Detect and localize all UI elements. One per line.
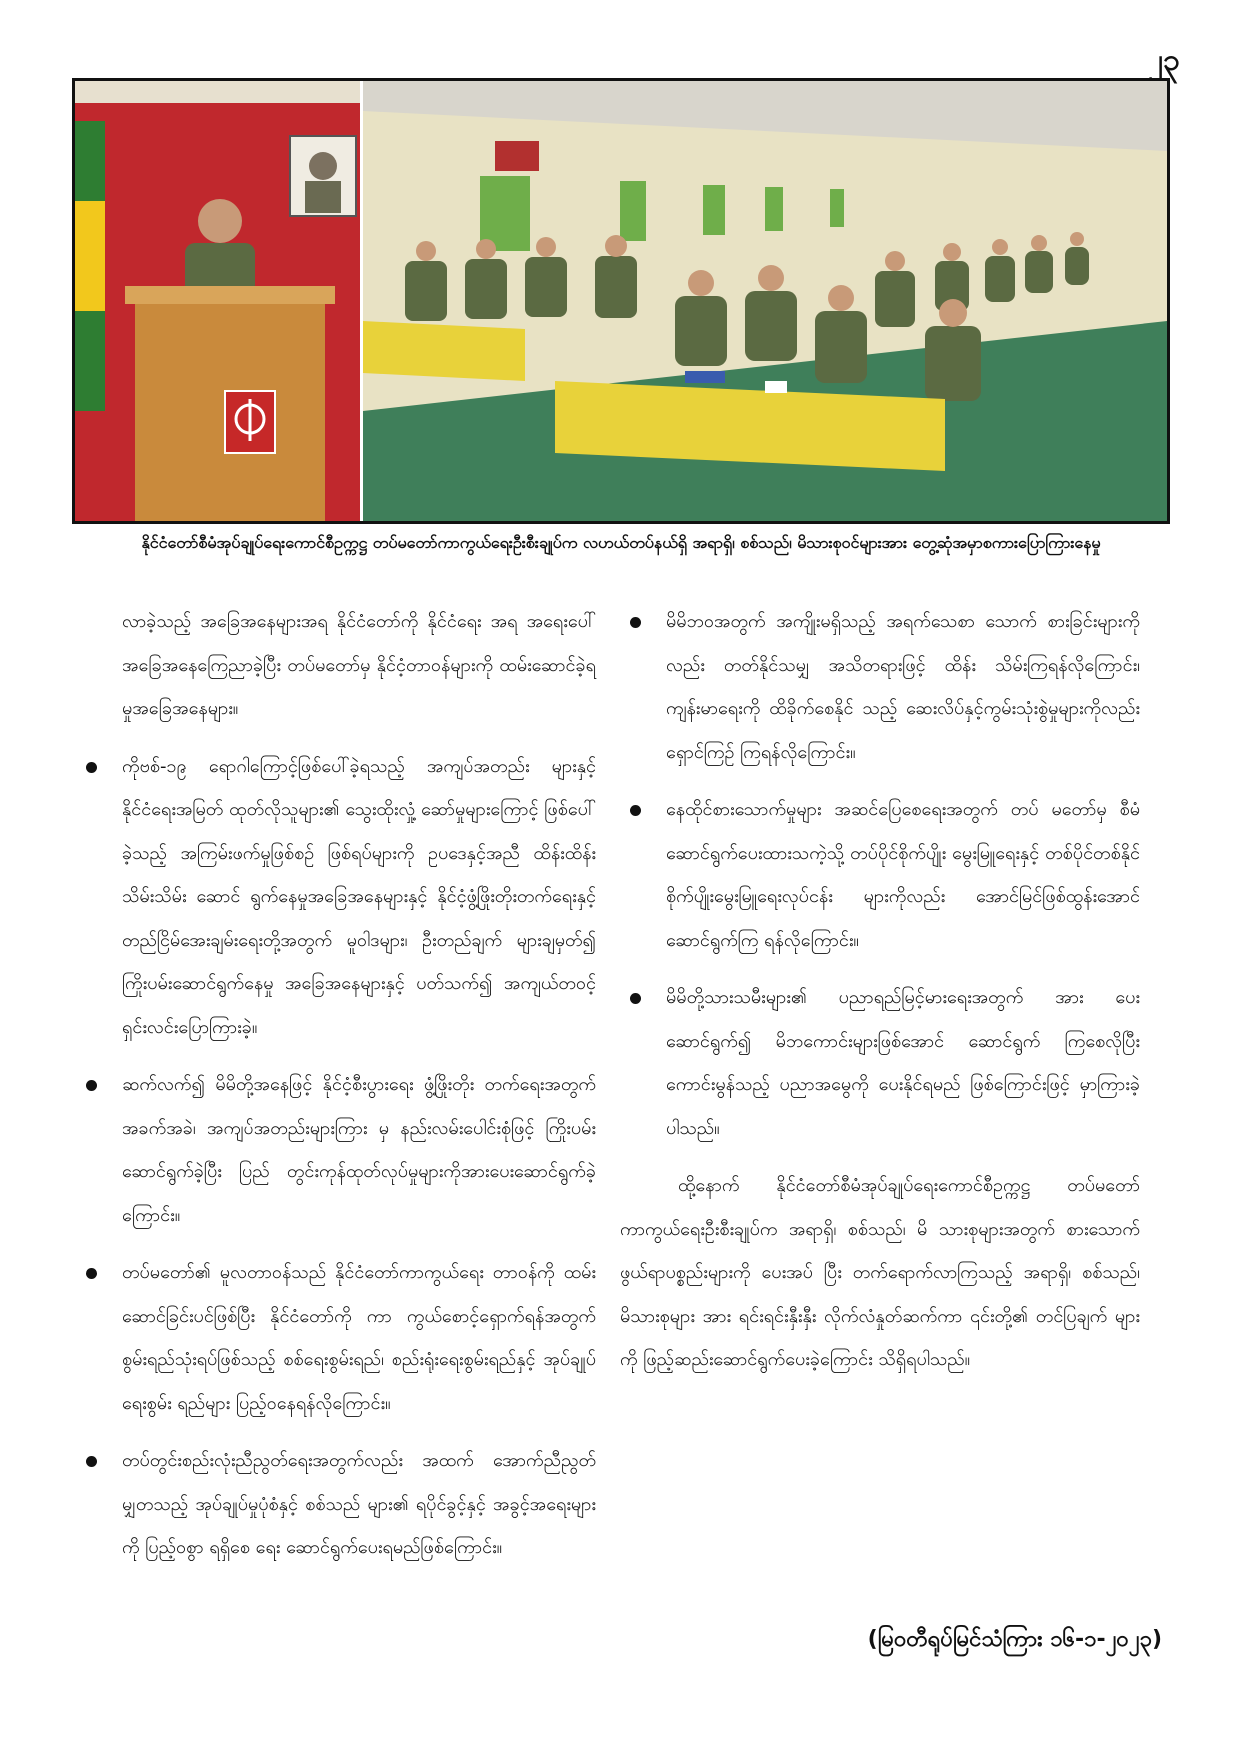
speaker-panel: [75, 81, 360, 521]
bullet-icon: [86, 1268, 97, 1279]
bullet-icon: [630, 993, 641, 1004]
page-number: ၂၃: [1148, 43, 1180, 78]
bullet-item: [620, 600, 1140, 774]
article-column-right: [620, 600, 1140, 1382]
bullet-item: [76, 1251, 596, 1425]
bullet-icon: [86, 1456, 97, 1467]
bullet-icon: [86, 1080, 97, 1091]
closing-paragraph: ထို့နောက် နိုင်ငံတော်စီမံအုပ်ချုပ်ရေးကောင်စီဥက္ကဋ္ဌ တပ်မတော်ကာကွယ်ရေးဦးစီးချုပ်က အရာရှိ၊ စစ်သည်၊ မိ သားစုများအတွက် စားသောက်ဖွယ်ရာပစ္စည်းများကို ပေးအပ် ပြီး တက်ရောက်လာကြသည့် အရာရှိ၊ စစ်သည်၊ မိသားစုများ အား ရင်းရင်းနှီးနှီး လိုက်လံနှုတ်ဆက်ကာ ၎င်းတို့၏ တင်ပြချက် များကို ဖြည့်ဆည်းဆောင်ရွက်ပေးခဲ့ကြောင်း သိရှိရပါသည်။: [620, 1175, 1140, 1370]
photo-illustration: [75, 81, 1167, 521]
bullet-item: [620, 976, 1140, 1150]
bullet-text: တပ်တွင်းစည်းလုံးညီညွတ်ရေးအတွက်လည်း အထက် အောက်ညီညွတ်မျှတသည့် အုပ်ချုပ်မှုပုံစံနှင့် စစ်သည် များ၏ ရပိုင်ခွင့်နှင့် အခွင့်အရေးများကို ပြည့်ဝစွာ ရရှိစေ ရေး ဆောင်ရွက်ပေးရမည်ဖြစ်ကြောင်း။: [122, 1450, 596, 1558]
bullet-icon: [630, 805, 641, 816]
bullet-icon: [630, 617, 641, 628]
bullet-text: မိမိဘဝအတွက် အကျိုးမရှိသည့် အရက်သေစာ သောက် စားခြင်းများကိုလည်း တတ်နိုင်သမျှ အသိတရားဖြင့် ထိန်း သိမ်းကြရန်လိုကြောင်း၊ ကျန်းမာရေးကို ထိခိုက်စေနိုင် သည့် ဆေးလိပ်နှင့်ကွမ်းသုံးစွဲမှုများကိုလည်း ရှောင်ကြဉ် ကြရန်လိုကြောင်း။: [666, 611, 1140, 763]
bullet-item: [76, 745, 596, 1050]
article-paragraph: လာခဲ့သည့် အခြေအနေများအရ နိုင်ငံတော်ကို နိုင်ငံရေး အရ အရေးပေါ်အခြေအနေကြေညာခဲ့ပြီး တပ်မတော်မှ နိုင်ငံ့တာဝန်များကို ထမ်းဆောင်ခဲ့ရမှုအခြေအနေများ။: [122, 611, 596, 719]
audience-panel: [363, 81, 1167, 521]
bullet-text: မိမိတို့သားသမီးများ၏ ပညာရည်မြင့်မားရေးအတွက် အား ပေးဆောင်ရွက်၍ မိဘကောင်းများဖြစ်အောင် ဆောင်ရွက် ကြစေလိုပြီး ကောင်းမွန်သည့် ပညာအမွေကို ပေးနိုင်ရမည် ဖြစ်ကြောင်းဖြင့် မှာကြားခဲ့ပါသည်။: [666, 987, 1140, 1139]
bullet-item: [76, 1439, 596, 1570]
bullet-text: ကိုဗစ်-၁၉ ရောဂါကြောင့်ဖြစ်ပေါ်ခဲ့ရသည့် အကျပ်အတည်း များနှင့် နိုင်ငံရေးအမြတ် ထုတ်လိုသူများ၏ သွေးထိုးလှုံ့ ဆော်မှုများကြောင့် ဖြစ်ပေါ်ခဲ့သည့် အကြမ်းဖက်မှုဖြစ်စဉ် ဖြစ်ရပ်များကို ဥပဒေနှင့်အညီ ထိန်းထိန်းသိမ်းသိမ်း ဆောင် ရွက်နေမှုအခြေအနေများနှင့် နိုင်ငံ့ဖွံ့ဖြိုးတိုးတက်ရေးနှင့် တည်ငြိမ်အေးချမ်းရေးတို့အတွက် မူဝါဒများ၊ ဦးတည်ချက် များချမှတ်၍ ကြိုးပမ်းဆောင်ရွက်နေမှု အခြေအနေများနှင့် ပတ်သက်၍ အကျယ်တဝင့် ရှင်းလင်းပြောကြားခဲ့။: [122, 755, 596, 1038]
bullet-item: [620, 788, 1140, 962]
bullet-text: ဆက်လက်၍ မိမိတို့အနေဖြင့် နိုင်ငံ့စီးပွားရေး ဖွံ့ဖြိုးတိုး တက်ရေးအတွက် အခက်အခဲ၊ အကျပ်အတည်းများကြား မှ နည်းလမ်းပေါင်းစုံဖြင့် ကြိုးပမ်းဆောင်ရွက်ခဲ့ပြီး ပြည် တွင်းကုန်ထုတ်လုပ်မှုများကိုအားပေးဆောင်ရွက်ခဲ့ကြောင်း။: [122, 1074, 596, 1226]
source-credit: (မြဝတီရုပ်မြင်သံကြား ၁၆-၁-၂၀၂၃): [867, 1627, 1162, 1652]
news-photo: [72, 78, 1170, 524]
article-column-left: [76, 600, 596, 1584]
bullet-icon: [86, 762, 97, 773]
bullet-text: တပ်မတော်၏ မူလတာဝန်သည် နိုင်ငံတော်ကာကွယ်ရေး တာဝန်ကို ထမ်းဆောင်ခြင်းပင်ဖြစ်ပြီး နိုင်ငံတော်ကို ကာ ကွယ်စောင့်ရှောက်ရန်အတွက် စွမ်းရည်သုံးရပ်ဖြစ်သည့် စစ်ရေးစွမ်းရည်၊ စည်းရုံးရေးစွမ်းရည်နှင့် အုပ်ချုပ်ရေးစွမ်း ရည်များ ပြည့်ဝနေရန်လိုကြောင်း။: [122, 1262, 596, 1414]
photo-caption: နိုင်ငံတော်စီမံအုပ်ချုပ်ရေးကောင်စီဥက္ကဋ္ဌ တပ်မတော်ကာကွယ်ရေးဦးစီးချုပ်က လဟယ်တပ်နယ်ရှိ အရာရှိ၊ စစ်သည်၊ မိသားစုဝင်များအား တွေ့ဆုံအမှာစကားပြောကြားနေမှု: [141, 533, 1101, 552]
bullet-text: နေထိုင်စားသောက်မှုများ အဆင်ပြေစေရေးအတွက် တပ် မတော်မှ စီမံဆောင်ရွက်ပေးထားသကဲ့သို့ တပ်ပိုင်စိုက်ပျိုး မွေးမြူရေးနှင့် တစ်ပိုင်တစ်နိုင် စိုက်ပျိုးမွေးမြူရေးလုပ်ငန်း များကိုလည်း အောင်မြင်ဖြစ်ထွန်းအောင် ဆောင်ရွက်ကြ ရန်လိုကြောင်း။: [666, 799, 1140, 951]
bullet-item: [76, 1063, 596, 1237]
